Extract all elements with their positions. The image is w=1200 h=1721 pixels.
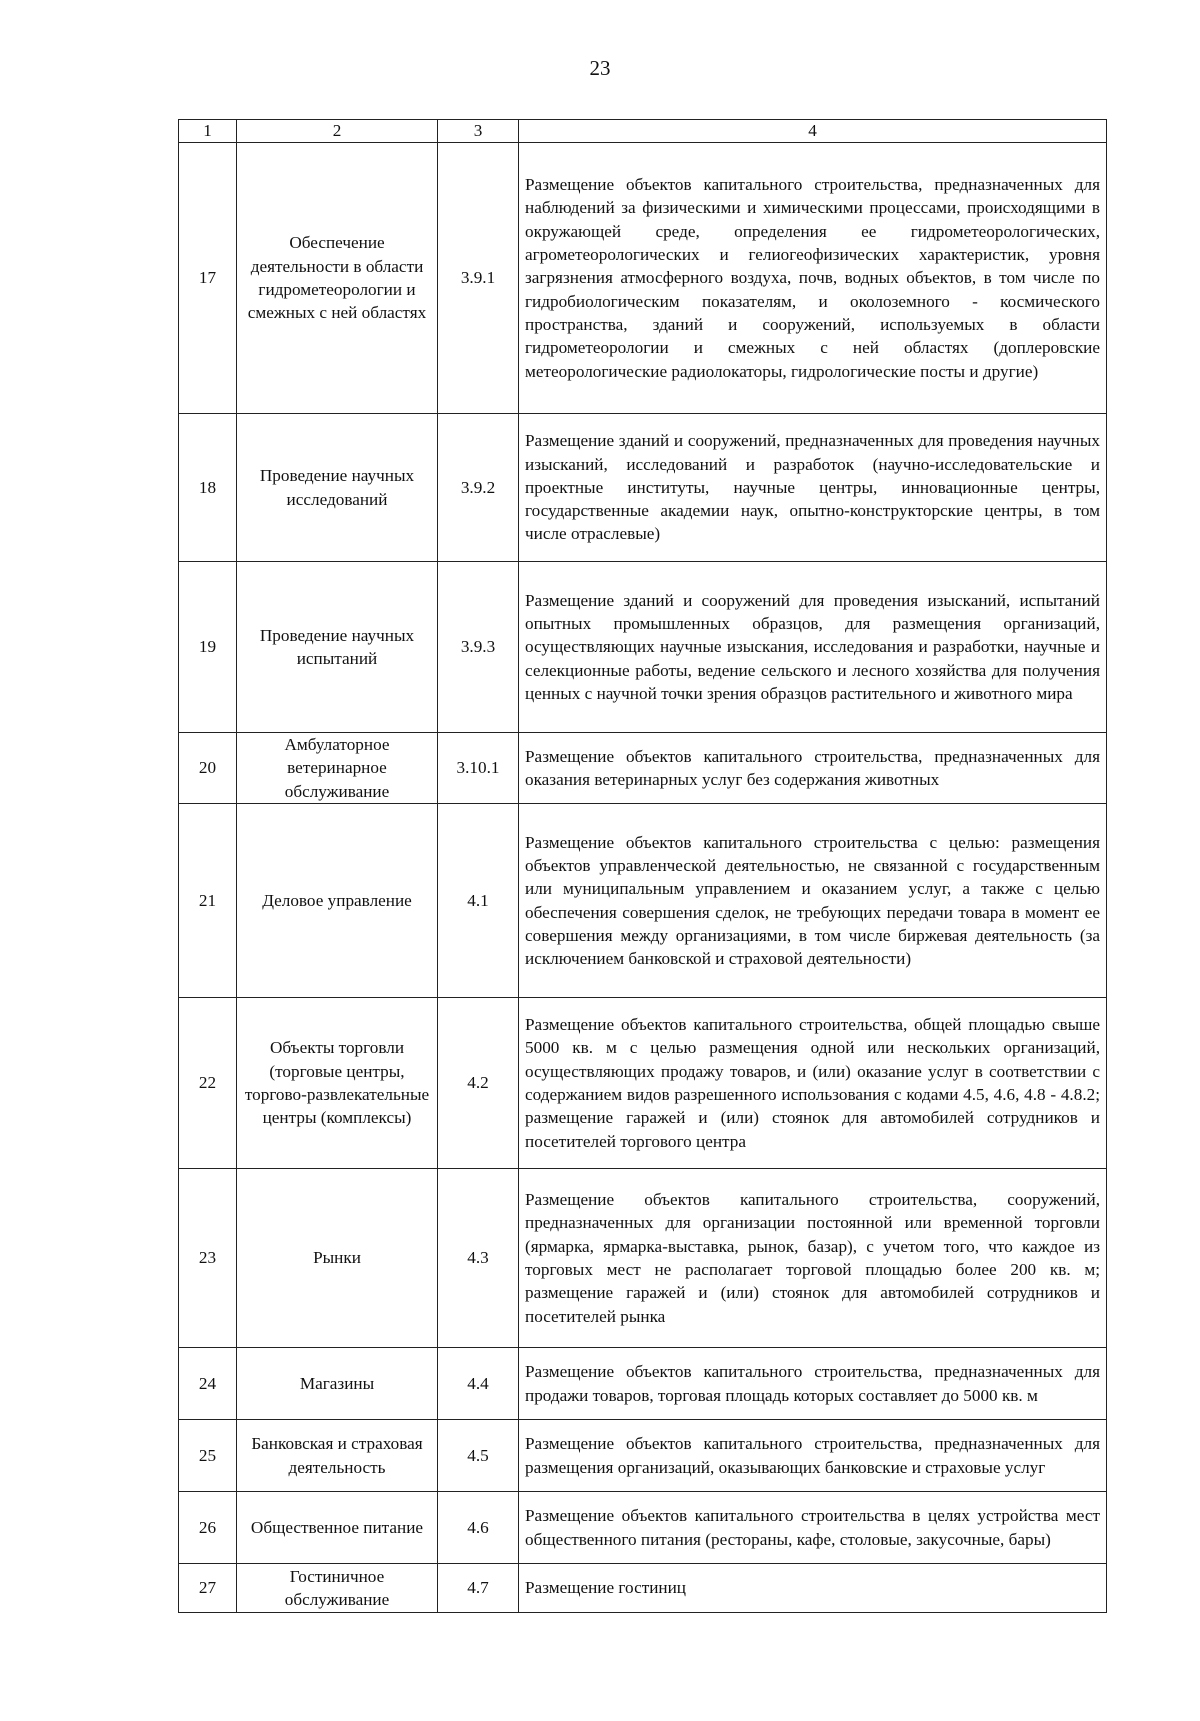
table-row	[179, 733, 1107, 804]
use-type-code: 4.7	[438, 1564, 519, 1613]
use-type-name: Объекты торговли (торговые центры, торгово-развлекательные центры (комплексы)	[237, 998, 438, 1169]
row-number: 19	[179, 562, 237, 733]
use-type-description: Размещение объектов капитального строительства с целью: размещения объектов управленческой деятельностью, не связанной с государственным или муниципальным управлением и оказанием услуг, а также с целью обеспечения совершения сделок, не требующих передачи товара в момент ее совершения между организациями, в том числе биржевая деятельность (за исключением банковской и страховой деятельности)	[519, 804, 1107, 998]
use-type-name: Магазины	[237, 1348, 438, 1420]
table-row	[179, 143, 1107, 414]
header-cell-4: 4	[519, 120, 1107, 143]
use-type-code: 4.3	[438, 1169, 519, 1348]
row-number: 21	[179, 804, 237, 998]
use-type-name: Обеспечение деятельности в области гидрометеорологии и смежных с ней областях	[237, 143, 438, 414]
use-type-description: Размещение объектов капитального строительства, предназначенных для продажи товаров, торговая площадь которых составляет до 5000 кв. м	[519, 1348, 1107, 1420]
use-type-code: 3.9.1	[438, 143, 519, 414]
table-row	[179, 1348, 1107, 1420]
header-cell-2: 2	[237, 120, 438, 143]
use-type-code: 3.10.1	[438, 733, 519, 804]
use-type-name: Деловое управление	[237, 804, 438, 998]
use-type-description: Размещение объектов капитального строительства, предназначенных для размещения организаций, оказывающих банковские и страховые услуг	[519, 1420, 1107, 1492]
use-type-code: 4.2	[438, 998, 519, 1169]
header-row	[179, 120, 1107, 143]
row-number: 23	[179, 1169, 237, 1348]
use-type-code: 4.6	[438, 1492, 519, 1564]
header-cell-3: 3	[438, 120, 519, 143]
table-row	[179, 1492, 1107, 1564]
row-number: 26	[179, 1492, 237, 1564]
use-type-name: Рынки	[237, 1169, 438, 1348]
use-type-code: 4.1	[438, 804, 519, 998]
use-type-name: Проведение научных испытаний	[237, 562, 438, 733]
table-row	[179, 804, 1107, 998]
table-row	[179, 1169, 1107, 1348]
page-number: 23	[589, 56, 611, 80]
row-number: 22	[179, 998, 237, 1169]
use-type-description: Размещение объектов капитального строительства, предназначенных для наблюдений за физическими и химическими процессами, происходящими в окружающей среде, определения ее гидрометеорологических, агрометеорологических и гелиогеофизических характеристик, уровня загрязнения атмосферного воздуха, почв, водных объектов, в том числе по гидробиологическим показателям, и околоземного - космического пространства, зданий и сооружений, используемых в области гидрометеорологии и смежных с ней областях (доплеровские метеорологические радиолокаторы, гидрологические посты и другие)	[519, 143, 1107, 414]
use-type-description: Размещение объектов капитального строительства, предназначенных для оказания ветеринарных услуг без содержания животных	[519, 733, 1107, 804]
table-row	[179, 1564, 1107, 1613]
use-type-description: Размещение зданий и сооружений для проведения изысканий, испытаний опытных промышленных образцов, для размещения организаций, осуществляющих научные изыскания, исследования и разработки, научные и селекционные работы, ведение сельского и лесного хозяйства для получения ценных с научной точки зрения образцов растительного и животного мира	[519, 562, 1107, 733]
row-number: 25	[179, 1420, 237, 1492]
use-type-code: 4.5	[438, 1420, 519, 1492]
land-use-table	[178, 119, 1107, 1613]
use-type-code: 3.9.2	[438, 414, 519, 562]
row-number: 18	[179, 414, 237, 562]
table-row	[179, 414, 1107, 562]
header-cell-1: 1	[179, 120, 237, 143]
table-row	[179, 562, 1107, 733]
use-type-name: Проведение научных исследований	[237, 414, 438, 562]
use-type-description: Размещение гостиниц	[519, 1564, 1107, 1613]
use-type-code: 3.9.3	[438, 562, 519, 733]
table-row	[179, 998, 1107, 1169]
row-number: 24	[179, 1348, 237, 1420]
use-type-description: Размещение зданий и сооружений, предназначенных для проведения научных изысканий, исследований и разработок (научно-исследовательские и проектные институты, научные центры, инновационные центры, государственные академии наук, опытно-конструкторские центры, в том числе отраслевые)	[519, 414, 1107, 562]
table-row	[179, 1420, 1107, 1492]
use-type-name: Амбулаторное ветеринарное обслуживание	[237, 733, 438, 804]
use-type-name: Общественное питание	[237, 1492, 438, 1564]
row-number: 27	[179, 1564, 237, 1613]
row-number: 17	[179, 143, 237, 414]
row-number: 20	[179, 733, 237, 804]
use-type-description: Размещение объектов капитального строительства, общей площадью свыше 5000 кв. м с целью размещения одной или нескольких организаций, осуществляющих продажу товаров, и (или) оказание услуг в соответствии с содержанием видов разрешенного использования с кодами 4.5, 4.6, 4.8 - 4.8.2; размещение гаражей и (или) стоянок для автомобилей сотрудников и посетителей торгового центра	[519, 998, 1107, 1169]
use-type-name: Банковская и страховая деятельность	[237, 1420, 438, 1492]
use-type-description: Размещение объектов капитального строительства, сооружений, предназначенных для организации постоянной или временной торговли (ярмарка, ярмарка-выставка, рынок, базар), с учетом того, что каждое из торговых мест не располагает торговой площадью более 200 кв. м; размещение гаражей и (или) стоянок для автомобилей сотрудников и посетителей рынка	[519, 1169, 1107, 1348]
use-type-name: Гостиничное обслуживание	[237, 1564, 438, 1613]
use-type-code: 4.4	[438, 1348, 519, 1420]
use-type-description: Размещение объектов капитального строительства в целях устройства мест общественного питания (рестораны, кафе, столовые, закусочные, бары)	[519, 1492, 1107, 1564]
